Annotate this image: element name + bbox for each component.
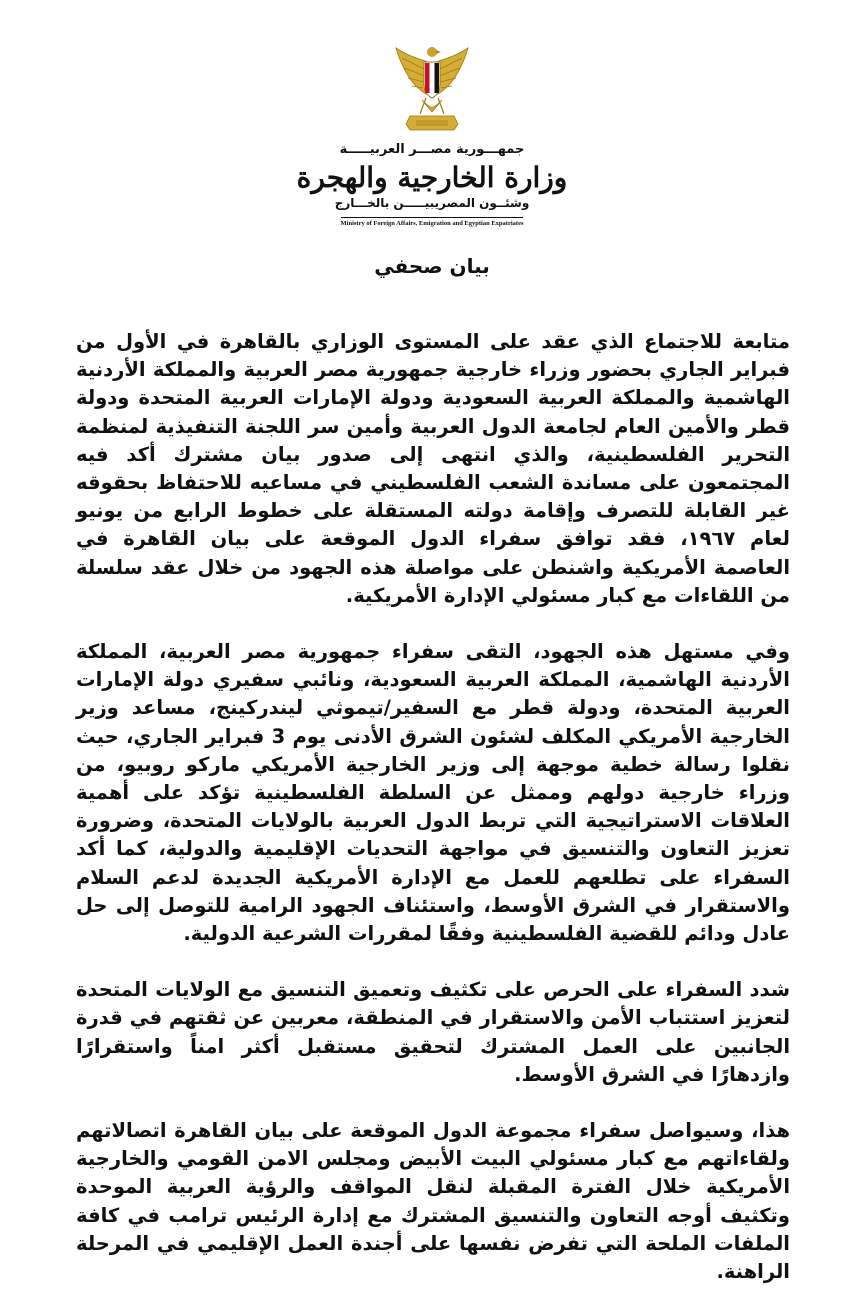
paragraph-4: هذا، وسيواصل سفراء مجموعة الدول الموقعة على بيان القاهرة اتصالاتهم ولقاءاتهم مع كبار مسئولي البيت الأبيض ومجلس الامن القومي والخارجية الأمريكية خلال الفترة المقبلة لنقل المواقف والرؤية العربية الموحدة وتكثيف أوجه التعاون والتنسيق المشترك مع إدارة الرئيس ترامب في كافة الملفات الملحة التي تفرض نفسها على أجندة العمل الإقليمي في المرحلة الراهنة. <box>76 1119 790 1284</box>
paragraph-2: وفي مستهل هذه الجهود، التقى سفراء جمهورية مصر العربية، المملكة الأردنية الهاشمية، المملكة العربية السعودية، ونائبي سفيري دولة الإمارات العربية المتحدة، ودولة قطر مع السفير/تيموثي ليندركينج، مساعد وزير الخارجية الأمريكي المكلف لشئون الشرق الأدنى يوم 3 فبراير الجاري، حيث نقلوا رسالة خطية موجهة إلى وزير الخارجية الأمريكي ماركو روبيو، من وزراء خارجية دولهم وممثل عن السلطة الفلسطينية تؤكد على أهمية العلاقات الاستراتيجية التي تربط الدول العربية بالولايات المتحدة، وضرورة تعزيز التعاون والتنسيق في مواجهة التحديات الإقليمية والدولية، كما أكد السفراء على تطلعهم للعمل مع الإدارة الأمريكية الجديدة لدعم السلام والاستقرار في الشرق الأوسط، واستئناف الجهود الرامية للتوصل إلى حل عادل ودائم للقضية الفلسطينية وفقًا لمقررات الشرعية الدولية. <box>76 640 790 946</box>
paragraph-3: شدد السفراء على الحرص على تكثيف وتعميق التنسيق مع الولايات المتحدة لتعزيز استتباب الأمن والاستقرار في المنطقة، معربين عن ثقتهم في قدرة الجانبين على العمل المشترك لتحقيق مستقبل أكثر امناً واستقرارًا وازدهارًا في الشرق الأوسط. <box>76 978 790 1086</box>
egypt-eagle-icon <box>392 40 472 140</box>
document-title: بيان صحفي <box>374 254 490 278</box>
paragraph-1: متابعة للاجتماع الذي عقد على المستوى الوزاري بالقاهرة في الأول من فبراير الجاري بحضور وزراء خارجية جمهورية مصر العربية والمملكة الأردنية الهاشمية والمملكة العربية السعودية ودولة الإمارات العربية المتحدة ودولة قطر والأمين العام لجامعة الدول العربية وأمين سر اللجنة التنفيذية لمنظمة التحرير الفلسطينية، والذي انتهى إلى صدور بيان مشترك أكد فيه المجتمعون على مساندة الشعب الفلسطيني في مساعيه للاحتفاظ بحقوقه غير القابلة للتصرف وإقامة دولته المستقلة على خطوط الرابع من يونيو لعام ١٩٦٧، فقد توافق سفراء الدول الموقعة على بيان القاهرة في العاصمة الأمريكية واشنطن على مواصلة هذه الجهود من خلال عقد سلسلة من اللقاءات مع كبار مسئولي الإدارة الأمريكية. <box>76 330 790 607</box>
government-name: جمهـــورية مصـــر العربيـــــة <box>339 142 525 157</box>
ministry-name-english: Ministry of Foreign Affairs, Emigration and Egyptian Expatriates <box>341 217 524 227</box>
letterhead <box>0 40 864 229</box>
ministry-subtitle-arabic: وشئــون المصريبيـــــن بالخـــارج <box>334 195 530 210</box>
ministry-name-arabic: وزارة الخارجية والهجرة <box>296 161 568 194</box>
document-body <box>76 328 790 1314</box>
